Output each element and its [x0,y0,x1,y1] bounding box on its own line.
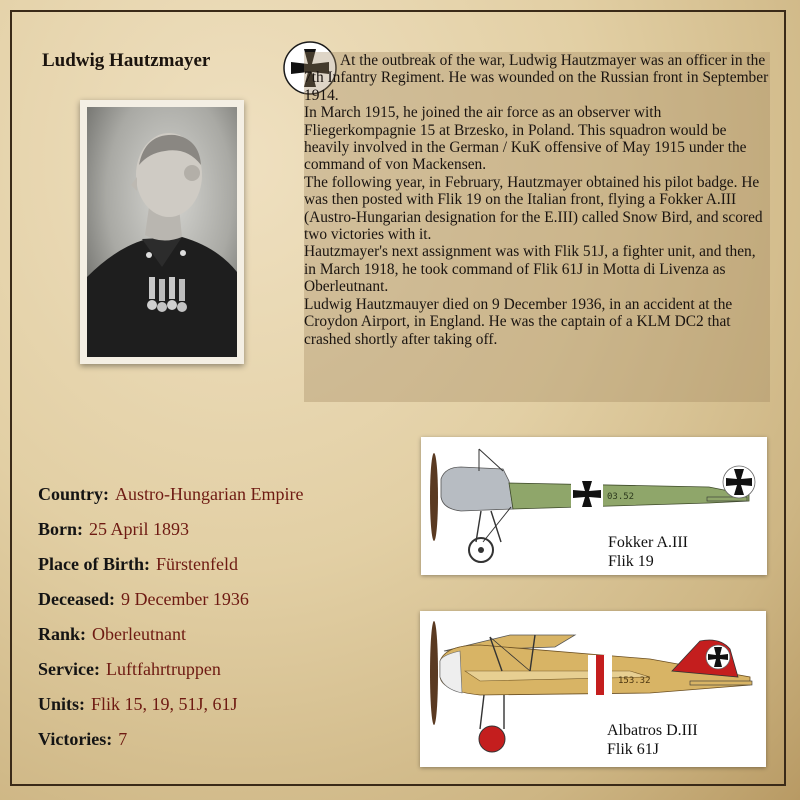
page-title: Ludwig Hautzmayer [42,50,211,71]
bio-paragraph: At the outbreak of the war, Ludwig Hautzmayer was an officer in the 7th Infantry Regiment. He was wounded on the Russian front in September 1914. [304,52,769,104]
aircraft-unit: Flik 19 [608,553,654,570]
fact-label: Deceased: [38,589,115,609]
fact-deceased [38,589,249,610]
bio-paragraph: In March 1915, he joined the air force as an observer with Fliegerkompagnie 15 at Brzesko, in Poland. This squadron would be heavily involved in the German / KuK offensive of May 1915 under the command of von Mackensen. [304,104,747,174]
albatros-serial-label: 153.32 [618,676,651,686]
aircraft-caption [607,721,698,759]
fact-units [38,694,238,715]
aircraft-unit: Flik 61J [607,741,660,758]
fact-victories [38,729,127,750]
fact-rank [38,624,186,645]
aircraft-card-albatros [420,611,766,767]
fact-value: 7 [118,729,128,749]
fact-value: 25 April 1893 [89,519,190,539]
fact-place-of-birth [38,554,238,575]
bio-paragraph: Hautzmayer's next assignment was with Flik 51J, a fighter unit, and then, in March 1918, he took command of Flik 61J in Motta di Livenza as Oberleutnant. [304,243,756,296]
aircraft-card-fokker [421,437,767,575]
aircraft-caption [608,533,688,571]
fact-label: Rank: [38,624,87,644]
fact-label: Country: [38,484,109,504]
fact-label: Born: [38,519,83,539]
portrait-photo [80,100,244,364]
albatros-aircraft-illustration [420,611,766,767]
biography-panel [304,52,770,402]
fact-label: Place of Birth: [38,554,150,574]
fact-value: Luftfahrtruppen [105,659,221,679]
aircraft-model: Albatros D.III [607,722,698,739]
fact-value: Oberleutnant [92,624,186,644]
fokker-aircraft-illustration [421,437,767,575]
fokker-serial-label: 03.52 [607,492,635,502]
fact-label: Victories: [38,729,113,749]
fact-born [38,519,189,540]
fact-label: Service: [38,659,100,679]
fact-value: Austro-Hungarian Empire [115,484,304,504]
fact-value: 9 December 1936 [120,589,249,609]
fact-service [38,659,221,680]
fact-label: Units: [38,694,86,714]
aircraft-model: Fokker A.III [608,534,688,551]
fact-value: Fürstenfeld [155,554,238,574]
fact-value: Flik 15, 19, 51J, 61J [91,694,238,714]
bio-paragraph: The following year, in February, Hautzmayer obtained his pilot badge. He was then posted with Flik 19 on the Italian front, flying a Fokker A.III (Austro-Hungarian designation for the E.III) called Snow Bird, and scored two victories with it. [304,173,763,244]
fact-country [38,484,303,505]
bio-paragraph: Ludwig Hautzmauyer died on 9 December 1936, in an accident at the Croydon Airport, in England. He was the captain of a KLM DC2 that crashed shortly after taking off. [304,295,733,348]
